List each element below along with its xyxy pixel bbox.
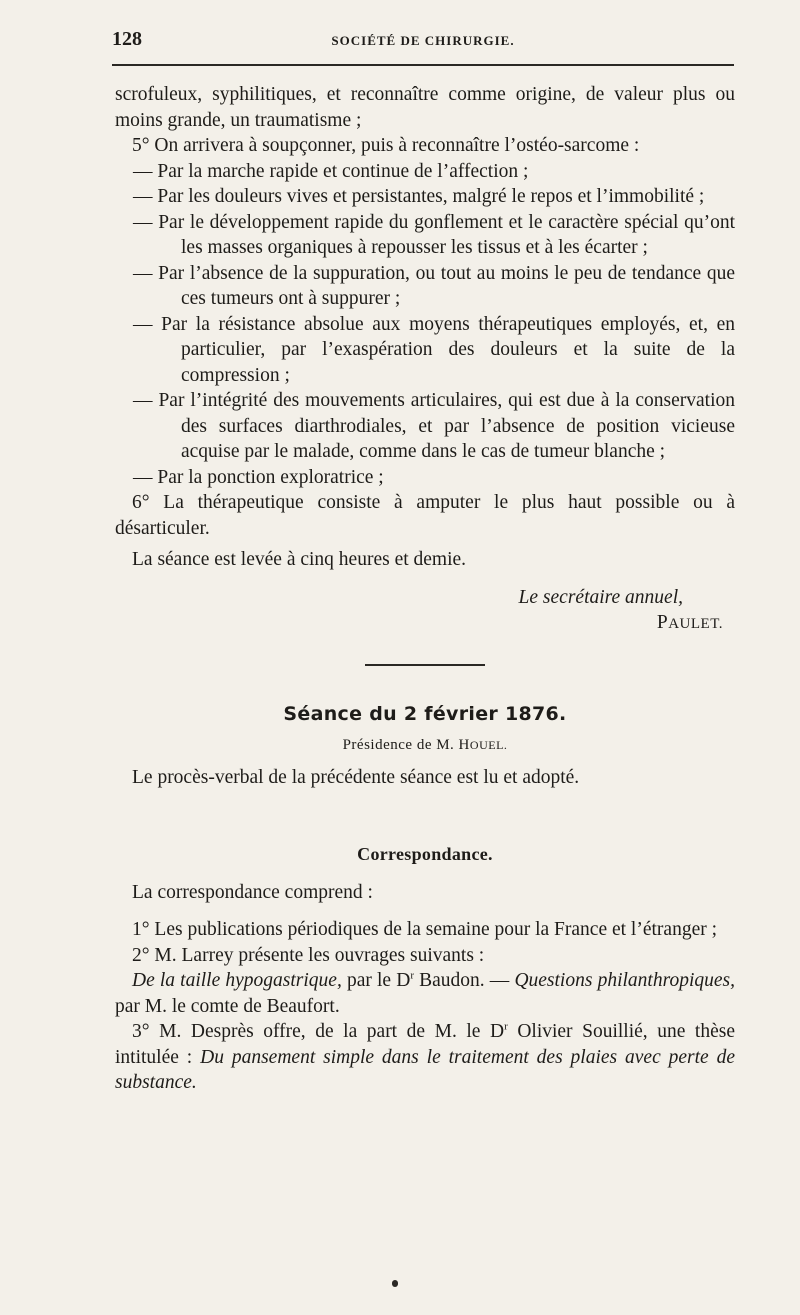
running-head: SOCIÉTÉ DE CHIRURGIE. <box>331 33 515 48</box>
dash-item: — Par l’intégrité des mouvements articulaires, qui est due à la conservation des surfaces diarthrodiales, et par l’absence de position vicieuse acquise par le malade, comme dans le cas de tumeur blanche ; <box>133 390 735 462</box>
numbered-point-6: 6° La thérapeutique consiste à amputer le plus haut possible ou à désarticuler. <box>115 492 735 539</box>
thesis-title: Du pansement simple dans le traitement des plaies avec perte de substance. <box>115 1046 735 1093</box>
item-text: Olivier Souillié, une thèse intitulée : <box>115 1021 735 1068</box>
footer-ink-mark <box>392 1280 398 1287</box>
session-title: Séance du 2 février 1876. <box>283 702 567 725</box>
correspondance-item-2-works <box>115 968 735 1019</box>
dash-item: — Par le développement rapide du gonflement et le caractère spécial qu’ont les masses organiques à repousser les tissus et à les écarter ; <box>133 211 735 258</box>
dash-item: — Par la marche rapide et continue de l’affection ; <box>133 160 529 182</box>
work-author: par le D <box>341 970 411 991</box>
signature-name-rest: AULET. <box>668 616 723 632</box>
signature-name <box>115 610 735 638</box>
section-divider <box>365 664 485 666</box>
signature-role: Le secrétaire annuel, <box>518 586 683 608</box>
correspondance-intro: La correspondance comprend : <box>132 881 373 903</box>
item-text: 3° M. Desprès offre, de la part de M. le D <box>132 1021 505 1042</box>
numbered-point-5: 5° On arrivera à soupçonner, puis à reconnaître l’ostéo-sarcome : <box>132 135 640 156</box>
correspondance-item-3 <box>115 1019 735 1096</box>
dash-item: — Par l’absence de la suppuration, ou tout au moins le peu de tendance que ces tumeurs ont à suppurer ; <box>133 262 735 309</box>
dash-item: — Par la ponction exploratrice ; <box>133 466 384 488</box>
page-number: 128 <box>112 28 142 50</box>
correspondance-item-1: 1° Les publications périodiques de la semaine pour la France et l’étranger ; <box>132 919 718 940</box>
header-rule <box>112 64 734 66</box>
dash-item: — Par les douleurs vives et persistantes, malgré le repos et l’immobilité ; <box>133 186 705 207</box>
work-title: Questions philanthropiques, <box>514 970 735 991</box>
presidency-prefix: Présidence de M. H <box>342 737 470 753</box>
signature-name-initial: P <box>656 612 669 633</box>
section-title-correspondance: Correspondance. <box>357 844 493 864</box>
presidency-name-rest: OUEL. <box>469 738 508 752</box>
page-header <box>112 28 734 58</box>
correspondance-item-2: 2° M. Larrey présente les ouvrages suivants : <box>132 944 485 966</box>
work-author: par M. le comte de Beaufort. <box>115 995 340 1017</box>
superscript: r <box>410 969 414 982</box>
closing-sentence: La séance est levée à cinq heures et demie. <box>132 549 467 570</box>
work-title: De la taille hypogastrique, <box>132 970 342 991</box>
minutes-adopted: Le procès-verbal de la précédente séance est lu et adopté. <box>132 766 580 788</box>
session-presidency <box>115 733 735 759</box>
dash-item: — Par la résistance absolue aux moyens thérapeutiques employés, et, en particulier, par l’exaspération des douleurs et la suite de la compression ; <box>133 313 735 386</box>
superscript: r <box>504 1020 508 1033</box>
paragraph-continued: scrofuleux, syphilitiques, et reconnaître comme origine, de valeur plus ou moins grande, un traumatisme ; <box>115 84 735 131</box>
work-author: Baudon. — <box>413 970 515 991</box>
page-body <box>115 82 735 1096</box>
